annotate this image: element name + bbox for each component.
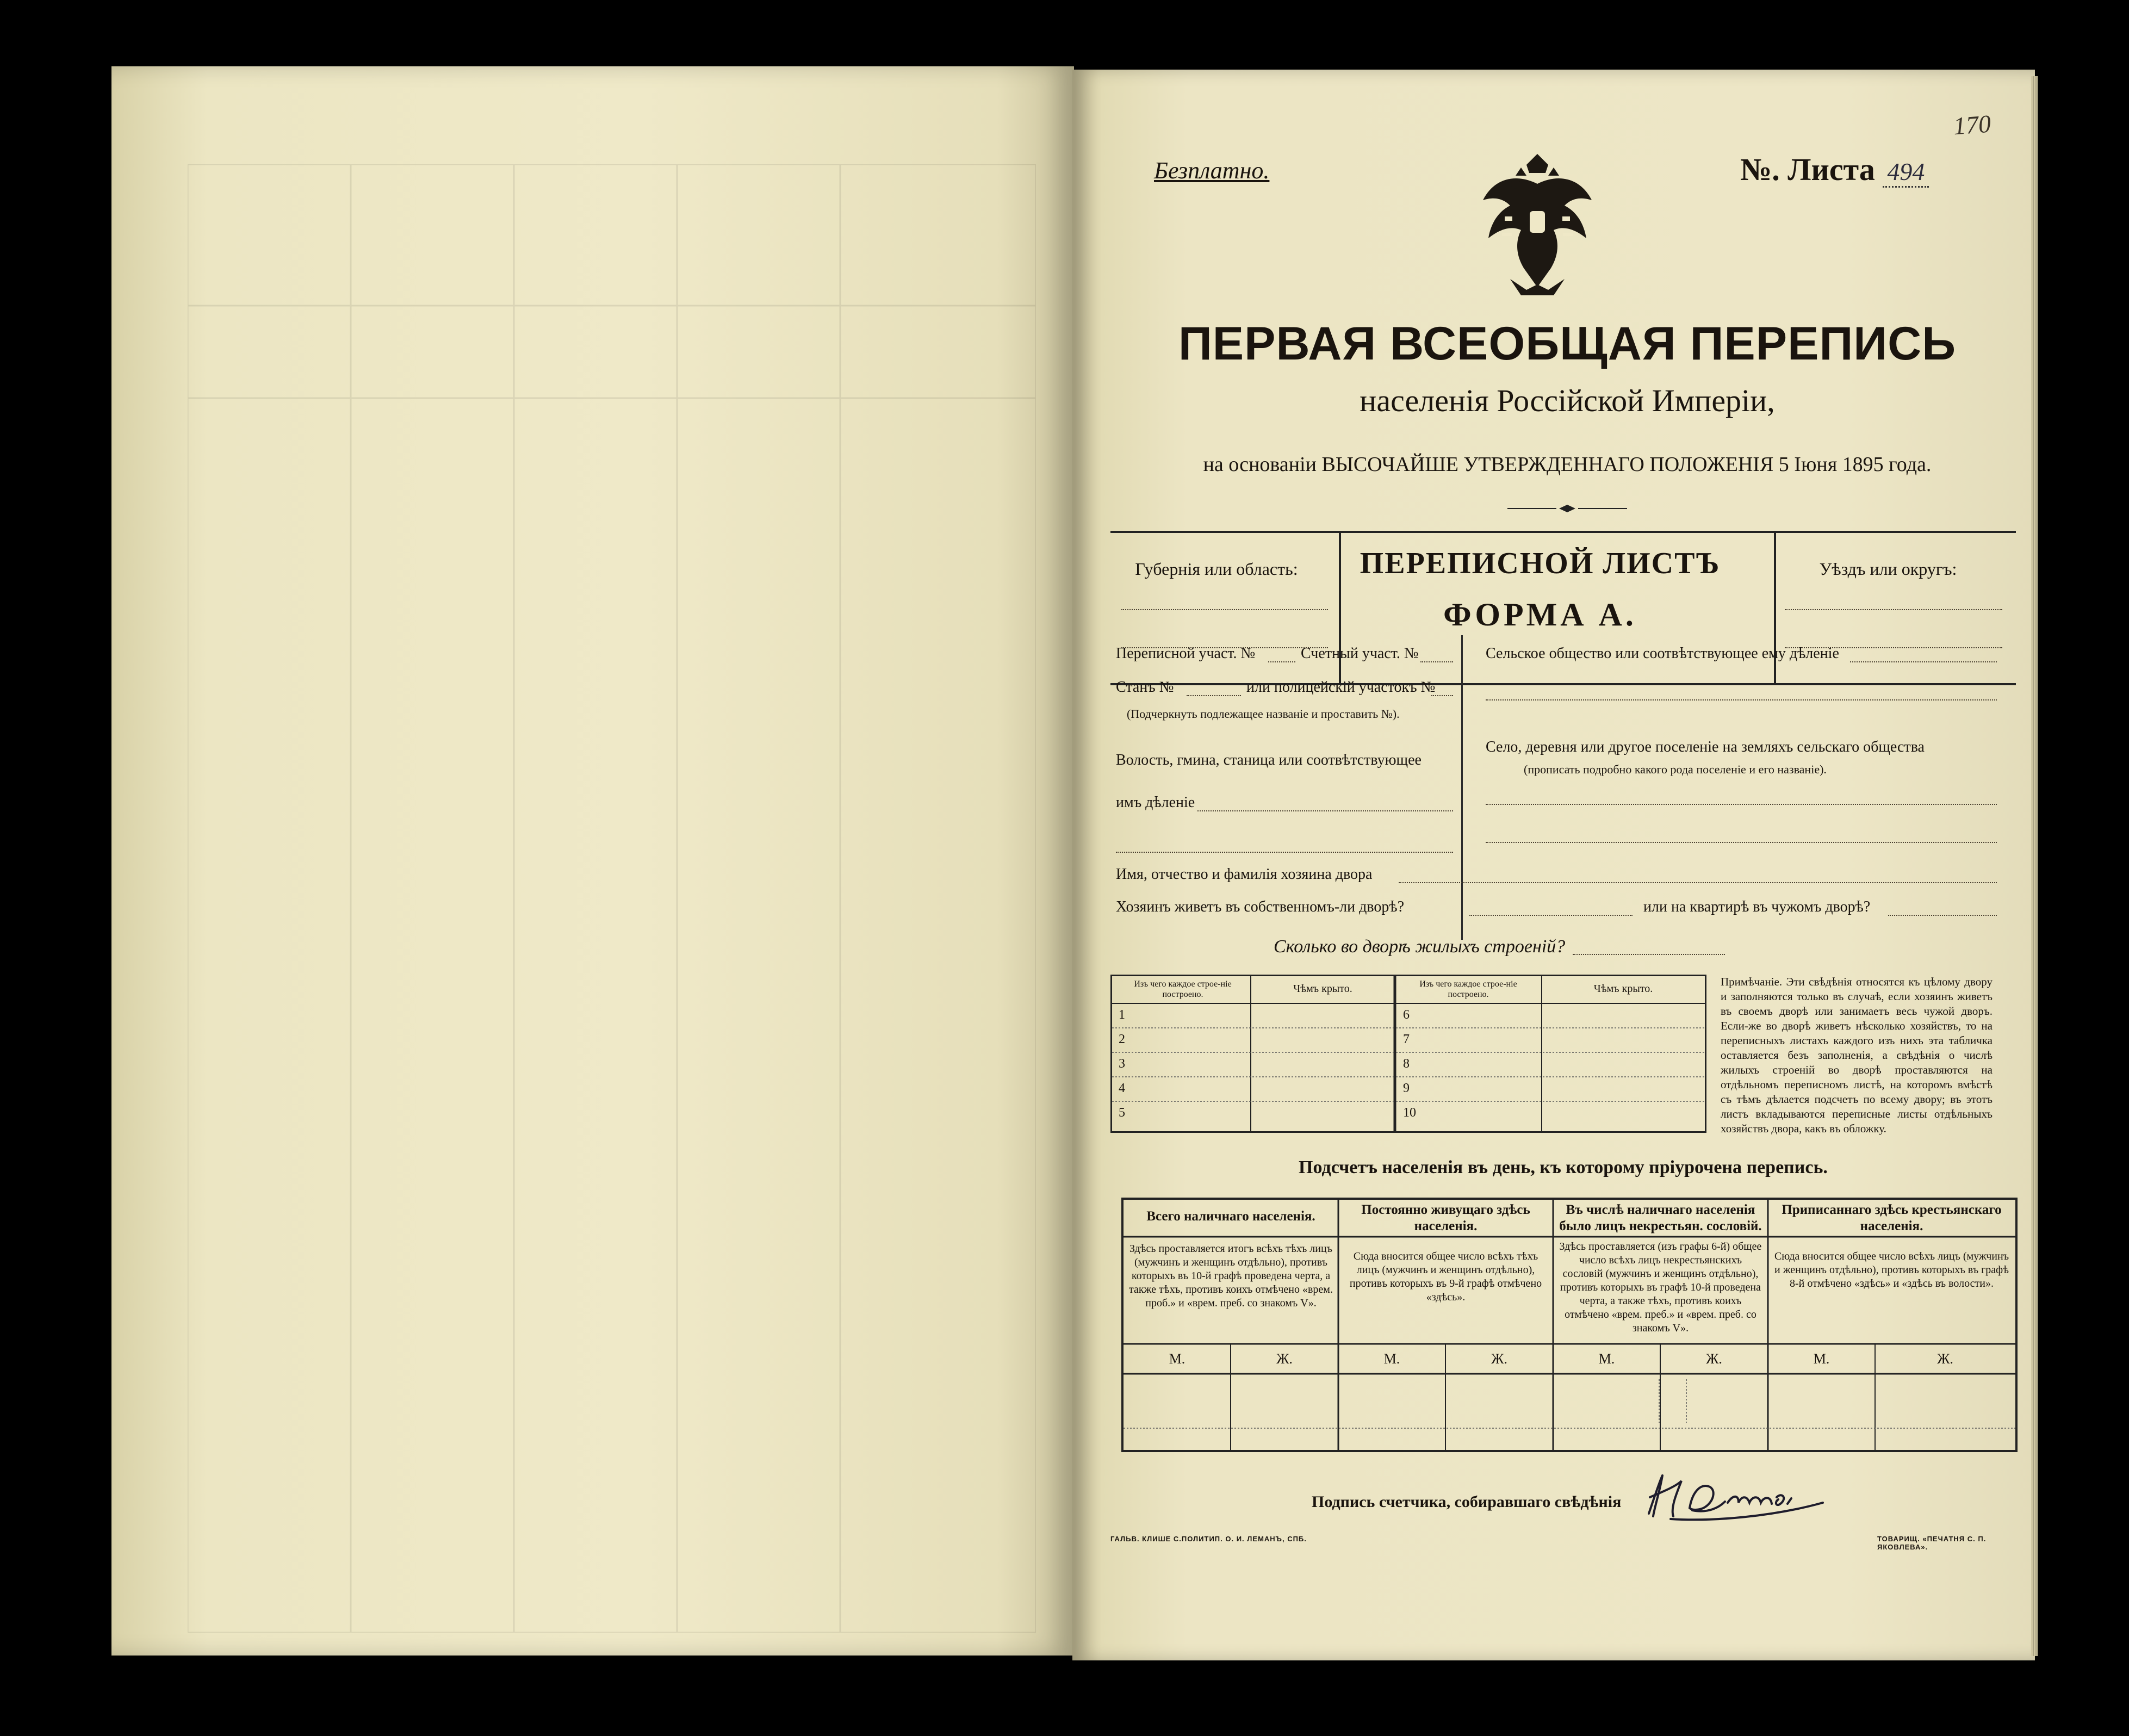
census-form-page xyxy=(1072,70,2035,1660)
underline-note: (Подчеркнуть подлежащее названіе и проставить №). xyxy=(1127,707,1400,721)
buildings-table xyxy=(1110,975,1706,1133)
household-note: Примѣчаніе. Эти свѣдѣнія относятся къ цѣлому двору и заполняются только въ случаѣ, если хозяинъ живетъ въ своемъ дворѣ или занимаетъ весь чужой дворъ. Если-же во дворѣ живетъ нѣсколько хозяйствъ, то на переписныхъ листахъ каждого изъ нихъ эта табличка оставляется безъ заполненія, а свѣдѣнія о числѣ жилыхъ строеній во дворѣ проставляются на отдѣльномъ переписномъ листѣ, на которомъ вмѣстѣ съ тѣмъ дѣлается подсчетъ по всему двору; въ этотъ листъ вкладываются переписные листы отдѣльныхъ хозяйствъ двора, какъ въ обложку. xyxy=(1721,975,1993,1135)
uezd-label: Уѣздъ или округъ: xyxy=(1819,559,1957,579)
census-sheet-form: ФОРМА А. xyxy=(1443,597,1637,633)
volost-label: Волость, гмина, станица или соотвѣтствующее xyxy=(1116,752,1422,768)
gubernia-label: Губернія или область: xyxy=(1135,559,1298,579)
legal-basis-line: на основаніи ВЫСОЧАЙШЕ УТВЕРЖДЕННАГО ПОЛОЖЕНІЯ 5 Іюня 1895 года. xyxy=(1203,453,1932,476)
sheet-number-value: 494 xyxy=(1883,157,1929,188)
imperial-eagle-icon xyxy=(1478,151,1597,298)
row-number: 2 xyxy=(1119,1032,1125,1046)
left-blank-page xyxy=(111,66,1074,1656)
stan-label: Станъ № xyxy=(1116,679,1174,696)
population-count-table xyxy=(1121,1198,2018,1452)
pop-desc-total: Здѣсь проставляется итогъ всѣхъ тѣхъ лицъ (мужчинъ и женщинъ отдѣльно), противъ которыхъ въ 10-й графѣ проведена черта, а также тѣхъ, противъ коихъ отмѣчено «врем. проб.» и «врем. преб. со знакомъ V». xyxy=(1129,1243,1333,1309)
female-label: Ж. xyxy=(1491,1351,1507,1367)
material-header-left: Изъ чего каждое строе-ніе построено. xyxy=(1134,979,1232,999)
page-stack-edges xyxy=(2031,76,2038,1656)
female-label: Ж. xyxy=(1276,1351,1293,1367)
pop-desc-nonpeasant: Здѣсь проставляется (изъ графы 6-й) общее число всѣхъ лицъ некрестьянскихъ сословій (мужчинъ и женщинъ отдѣльно), противъ которыхъ въ графѣ 10-й проведена черта, а также тѣхъ, противъ коихъ отмѣчено «врем. преб.» и «врем. преб. со знакомъ V». xyxy=(1559,1241,1762,1334)
village-field[interactable] xyxy=(1486,804,1997,805)
volost-label-2: имъ дѣленіе xyxy=(1116,794,1195,811)
printer-imprint-right: ТОВАРИЩ. «ПЕЧАТНЯ С. П. ЯКОВЛЕВА». xyxy=(1877,1535,1987,1551)
enumerator-signature xyxy=(1638,1465,1834,1524)
lives-own-label: Хозяинъ живетъ въ собственномъ-ли дворѣ? xyxy=(1116,898,1405,915)
village-field-2[interactable] xyxy=(1486,842,1997,843)
row-number: 6 xyxy=(1403,1008,1410,1022)
rural-society-field[interactable] xyxy=(1850,661,1997,662)
counting-district-field[interactable] xyxy=(1420,661,1453,662)
archive-page-number: 170 xyxy=(1952,109,1992,140)
male-label: М. xyxy=(1598,1351,1615,1367)
counting-district-label: Счетный участ. № xyxy=(1301,645,1419,662)
police-district-label: или полицейскій участокъ № xyxy=(1246,679,1436,696)
lives-rent-label: или на квартирѣ въ чужомъ дворѣ? xyxy=(1643,898,1871,915)
sheet-number-label xyxy=(1740,151,1929,188)
form-title: ПЕРВАЯ ВСЕОБЩАЯ ПЕРЕПИСЬ xyxy=(1178,318,1957,370)
gubernia-field[interactable] xyxy=(1121,609,1328,610)
male-label: М. xyxy=(1169,1351,1185,1367)
show-through-ghost xyxy=(188,164,1036,1633)
uezd-field[interactable] xyxy=(1785,609,2002,610)
census-district-field[interactable] xyxy=(1268,661,1295,662)
population-count-title: Подсчетъ населенія въ день, къ которому пріурочена перепись. xyxy=(1299,1157,1828,1177)
rural-society-label: Сельское общество или соотвѣтствующее ему дѣленіе xyxy=(1486,645,1839,662)
row-number: 1 xyxy=(1119,1008,1125,1022)
address-separator xyxy=(1461,635,1463,940)
female-label: Ж. xyxy=(1937,1351,1953,1367)
owner-name-field[interactable] xyxy=(1399,882,1997,883)
lives-own-field[interactable] xyxy=(1469,915,1633,916)
enumerator-signature-label: Подпись счетчика, собиравшаго свѣдѣнія xyxy=(1312,1493,1622,1511)
row-number: 4 xyxy=(1119,1081,1125,1095)
rural-society-field-2[interactable] xyxy=(1486,699,1997,700)
pop-header-nonpeasant: Въ числѣ наличнаго населенія было лицъ некрестьян. сословій. xyxy=(1559,1202,1762,1233)
pop-header-permanent: Постоянно живущаго здѣсь населенія. xyxy=(1361,1202,1530,1233)
female-label: Ж. xyxy=(1706,1351,1722,1367)
row-number: 7 xyxy=(1403,1032,1410,1046)
male-label: М. xyxy=(1383,1351,1400,1367)
row-number: 8 xyxy=(1403,1057,1410,1071)
printer-imprint-left: ГАЛЬВ. КЛИШЕ С.ПОЛИТИП. О. И. ЛЕМАНЪ, СПБ. xyxy=(1110,1535,1307,1543)
pop-desc-peasant: Сюда вносится общее число всѣхъ лицъ (мужчинъ и женщинъ отдѣльно), противъ которыхъ въ графѣ 8-й отмѣчено «здѣсь» и «здѣсь въ волости». xyxy=(1774,1250,2009,1289)
material-header-right: Изъ чего каждое строе-ніе построено. xyxy=(1419,979,1517,999)
row-number: 9 xyxy=(1403,1081,1410,1095)
structures-question: Сколько во дворѣ жилыхъ строеній? xyxy=(1274,937,1566,957)
census-district-label: Переписной участ. № xyxy=(1116,645,1256,662)
pop-header-peasant: Приписаннаго здѣсь крестьянскаго населенія. xyxy=(1782,1202,2002,1233)
row-number: 3 xyxy=(1119,1057,1125,1071)
row-number: 10 xyxy=(1403,1106,1416,1120)
row-number: 5 xyxy=(1119,1106,1125,1120)
structures-field[interactable] xyxy=(1573,954,1725,955)
roof-header-right: Чѣмъ крыто. xyxy=(1593,983,1653,995)
pop-header-total: Всего наличнаго населенія. xyxy=(1146,1209,1315,1224)
male-label: М. xyxy=(1813,1351,1830,1367)
ornament-divider-icon xyxy=(1507,505,1627,512)
census-sheet-title: ПЕРЕПИСНОЙ ЛИСТЪ xyxy=(1360,547,1721,580)
volost-field[interactable] xyxy=(1197,810,1453,811)
lives-rent-field[interactable] xyxy=(1888,915,1997,916)
village-note: (прописать подробно какого рода поселеніе и его названіе). xyxy=(1524,762,1827,776)
stan-field[interactable] xyxy=(1187,695,1241,696)
form-subtitle: населенія Россійской Имперіи, xyxy=(1360,383,1775,418)
volost-field-2[interactable] xyxy=(1116,852,1453,853)
roof-header-left: Чѣмъ крыто. xyxy=(1293,983,1352,995)
pop-desc-permanent: Сюда вносится общее число всѣхъ тѣхъ лицъ (мужчинъ и женщинъ отдѣльно), противъ которыхъ въ 9-й графѣ отмѣчено «здѣсь». xyxy=(1349,1250,1542,1303)
owner-name-label: Имя, отчество и фамилія хозяина двора xyxy=(1116,866,1373,883)
sheet-number-text: №. Листа xyxy=(1740,152,1875,187)
police-district-field[interactable] xyxy=(1431,695,1453,696)
village-label: Село, деревня или другое поселеніе на земляхъ сельскаго общества xyxy=(1486,739,1925,755)
free-label: Безплатно. xyxy=(1154,157,1270,184)
